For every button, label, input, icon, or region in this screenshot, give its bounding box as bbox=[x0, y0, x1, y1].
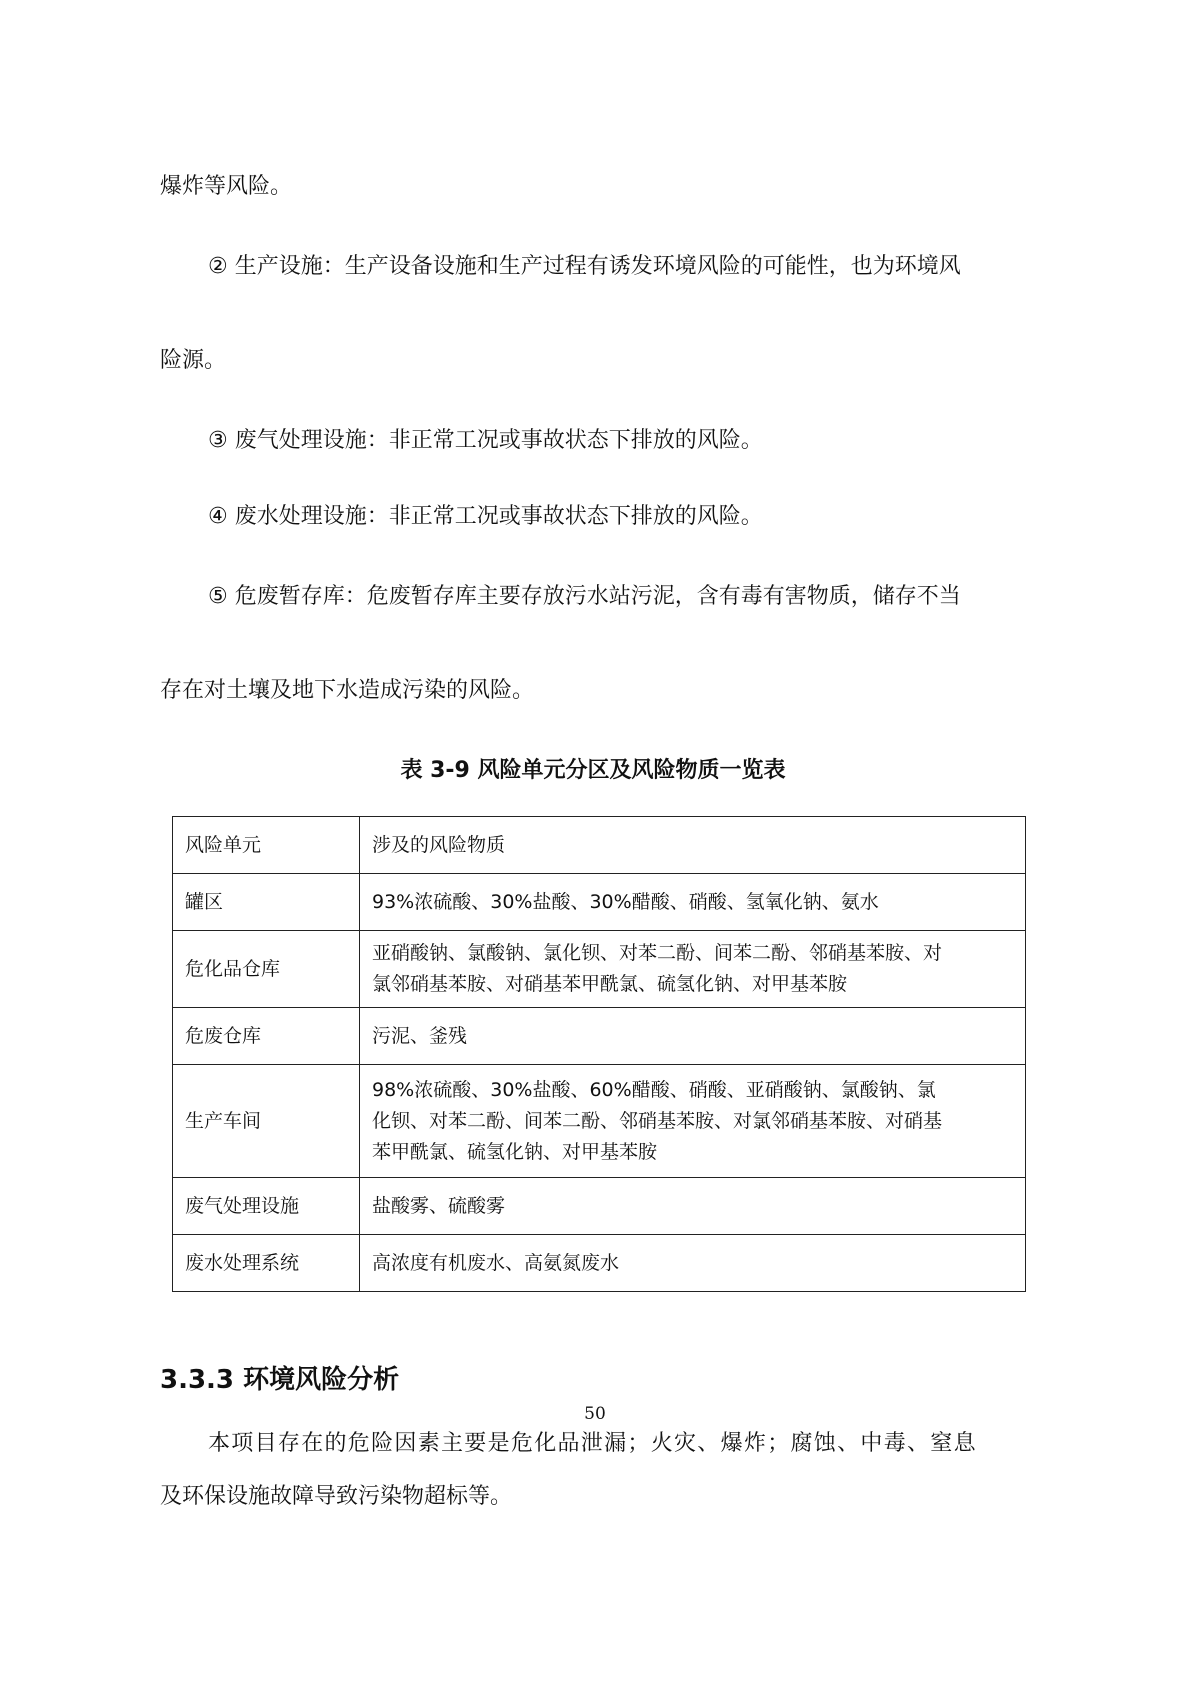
table-row bbox=[173, 874, 1026, 931]
unit-cell: 危废仓库 bbox=[173, 1008, 360, 1065]
header-cell-substances: 涉及的风险物质 bbox=[360, 817, 1026, 874]
paragraph-hazardous-waste-storage: ⑤ 危废暂存库：危废暂存库主要存放污水站污泥，含有毒有害物质，储存不当 bbox=[208, 584, 961, 609]
unit-cell: 废气处理设施 bbox=[173, 1178, 360, 1235]
unit-cell: 废水处理系统 bbox=[173, 1235, 360, 1292]
substances-line: 高浓度有机废水、高氨氮废水 bbox=[372, 1251, 620, 1274]
substances-cell bbox=[360, 1008, 1026, 1065]
unit-cell: 危化品仓库 bbox=[173, 931, 360, 1008]
substances-cell bbox=[360, 1178, 1026, 1235]
table-row bbox=[173, 1008, 1026, 1065]
table-title: 表 3-9 风险单元分区及风险物质一览表 bbox=[400, 758, 786, 783]
table-row bbox=[173, 1065, 1026, 1178]
table-row bbox=[173, 1235, 1026, 1292]
unit-cell: 生产车间 bbox=[173, 1065, 360, 1178]
substances-line: 化钡、对苯二酚、间苯二酚、邻硝基苯胺、对氯邻硝基苯胺、对硝基 bbox=[372, 1109, 943, 1132]
table-row bbox=[173, 931, 1026, 1008]
substances-cell bbox=[360, 1235, 1026, 1292]
substances-line: 苯甲酰氯、硫氢化钠、对甲基苯胺 bbox=[372, 1140, 658, 1163]
paragraph-risk-analysis: 本项目存在的危险因素主要是危化品泄漏；火灾、爆炸；腐蚀、中毒、窒息 bbox=[208, 1431, 977, 1456]
paragraph-hazardous-waste-storage-cont: 存在对土壤及地下水造成污染的风险。 bbox=[160, 678, 535, 703]
substances-cell bbox=[360, 874, 1026, 931]
substances-line: 氯邻硝基苯胺、对硝基苯甲酰氯、硫氢化钠、对甲基苯胺 bbox=[372, 973, 848, 995]
header-cell-unit: 风险单元 bbox=[173, 817, 360, 874]
section-heading: 3.3.3 环境风险分析 bbox=[160, 1365, 400, 1395]
substances-line: 98%浓硫酸、30%盐酸、60%醋酸、硝酸、亚硝酸钠、氯酸钠、氯 bbox=[372, 1078, 936, 1101]
substances-line: 盐酸雾、硫酸雾 bbox=[372, 1194, 506, 1217]
substances-cell bbox=[360, 931, 1026, 1008]
substances-line: 93%浓硫酸、30%盐酸、30%醋酸、硝酸、氢氧化钠、氨水 bbox=[372, 890, 879, 913]
page-number: 50 bbox=[584, 1404, 606, 1424]
table-row bbox=[173, 1178, 1026, 1235]
paragraph-wastewater-facilities: ④ 废水处理设施：非正常工况或事故状态下排放的风险。 bbox=[208, 504, 763, 529]
paragraph-exhaust-facilities: ③ 废气处理设施：非正常工况或事故状态下排放的风险。 bbox=[208, 428, 763, 453]
risk-unit-table bbox=[172, 816, 1026, 1292]
substances-cell bbox=[360, 1065, 1026, 1178]
paragraph-risk-tail: 爆炸等风险。 bbox=[160, 174, 293, 199]
unit-cell: 罐区 bbox=[173, 874, 360, 931]
substances-line: 亚硝酸钠、氯酸钠、氯化钡、对苯二酚、间苯二酚、邻硝基苯胺、对 bbox=[372, 942, 943, 964]
table-header-row bbox=[173, 817, 1026, 874]
substances-line: 污泥、釜残 bbox=[372, 1024, 468, 1047]
paragraph-production-facilities: ② 生产设施：生产设备设施和生产过程有诱发环境风险的可能性，也为环境风 bbox=[208, 254, 961, 279]
paragraph-production-facilities-cont: 险源。 bbox=[160, 348, 227, 373]
paragraph-risk-analysis-cont: 及环保设施故障导致污染物超标等。 bbox=[160, 1484, 513, 1509]
